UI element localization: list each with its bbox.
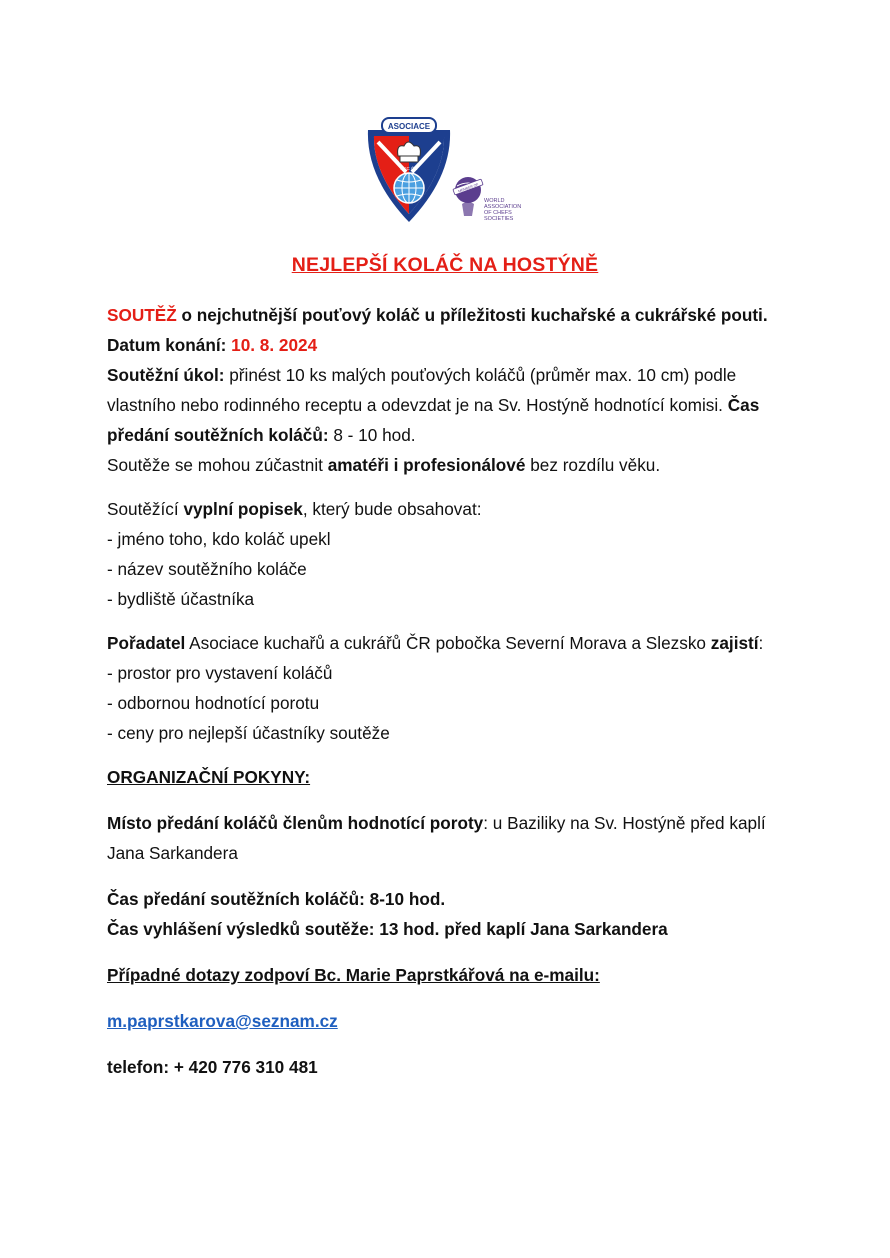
email-link[interactable]: m.paprstkarova@seznam.cz <box>107 1011 338 1031</box>
email-line <box>107 1006 797 1036</box>
telefon-text: telefon: + 420 776 310 481 <box>107 1057 318 1077</box>
popisek-line <box>107 494 797 524</box>
wacs-text-1: WORLD <box>484 198 505 204</box>
list-item: - jméno toho, kdo koláč upekl <box>107 529 331 549</box>
wacs-text-4: SOCIETIES <box>484 216 514 222</box>
cas-vyhlaseni-text: Čas vyhlášení výsledků soutěže: 13 hod. před kaplí Jana Sarkandera <box>107 919 668 939</box>
popisek-post: , který bude obsahovat: <box>302 499 482 519</box>
document-body <box>107 300 797 1082</box>
ukol-label: Soutěžní úkol: <box>107 365 225 385</box>
zajisti-colon: : <box>758 633 764 653</box>
list-item: - odbornou hodnotící porotu <box>107 693 320 713</box>
cas-vyhlaseni-line <box>107 914 797 944</box>
datum-label: Datum konání: <box>107 335 232 355</box>
popisek-bold: vyplní popisek <box>183 499 303 519</box>
ukol-paragraph <box>107 360 797 450</box>
badge-text: ASOCIACE <box>387 122 431 131</box>
poradatel-label: Pořadatel <box>107 633 186 653</box>
chef-hat-band <box>400 156 418 162</box>
organizacni-heading-text: ORGANIZAČNÍ POKYNY: <box>107 767 311 787</box>
dotazy-text: Případné dotazy zodpoví Bc. Marie Paprstkářová na e-mailu: <box>107 965 600 985</box>
wacs-text-2: ASSOCIATION <box>484 204 522 210</box>
page-title: NEJLEPŠÍ KOLÁČ NA HOSTÝNĚ <box>291 254 599 276</box>
ucast-post: bez rozdílu věku. <box>525 455 661 475</box>
soutez-text: o nejchutnější pouťový koláč u příležitosti kuchařské a cukrářské pouti. <box>176 305 768 325</box>
popisek-pre: Soutěžící <box>107 499 184 519</box>
cas-value: 8 - 10 hod. <box>328 425 416 445</box>
misto-paragraph <box>107 808 797 868</box>
poradatel-text: Asociace kuchařů a cukrářů ČR pobočka Severní Morava a Slezsko <box>185 633 711 653</box>
ucast-bold: amatéři i profesionálové <box>327 455 526 475</box>
telefon-line <box>107 1052 797 1082</box>
wacs-text-3: OF CHEFS <box>484 210 512 216</box>
intro-paragraph <box>107 300 797 330</box>
zajisti-word: zajistí <box>710 633 759 653</box>
organizacni-heading <box>107 762 797 792</box>
list-item: - ceny pro nejlepší účastníky soutěže <box>107 723 390 743</box>
datum-line <box>107 330 797 360</box>
misto-text: : u Baziliky na Sv. Hostýně před kaplí Jana Sarkandera <box>107 813 766 863</box>
poradatel-paragraph <box>107 628 797 658</box>
ucast-line <box>107 450 797 480</box>
cas-predani-line <box>107 884 797 914</box>
datum-value: 10. 8. 2024 <box>231 335 318 355</box>
ucast-pre: Soutěže se mohou zúčastnit <box>107 455 328 475</box>
list-item: - bydliště účastníka <box>107 589 255 609</box>
wacs-ribbon-text: MEMBER OF <box>457 182 479 194</box>
logo <box>360 112 530 232</box>
dotazy-line <box>107 960 797 990</box>
list-item: - prostor pro vystavení koláčů <box>107 663 333 683</box>
misto-label: Místo předání koláčů členům hodnotící poroty <box>107 813 484 833</box>
small-logo-text: AKC ČR <box>400 166 418 171</box>
wacs-figure-icon <box>462 202 474 216</box>
ukol-text: přinést 10 ks malých pouťových koláčů (průměr max. 10 cm) podle vlastního nebo rodinného receptu a odevzdat je na Sv. Hostýně hodnotící komisi. <box>107 365 737 415</box>
soutez-word: SOUTĚŽ <box>107 305 177 325</box>
list-item: - název soutěžního koláče <box>107 559 307 579</box>
cas-predani-text: Čas předání soutěžních koláčů: 8-10 hod. <box>107 889 446 909</box>
cas-label: Čas předání soutěžních koláčů: <box>107 395 760 445</box>
association-logo <box>360 112 530 232</box>
